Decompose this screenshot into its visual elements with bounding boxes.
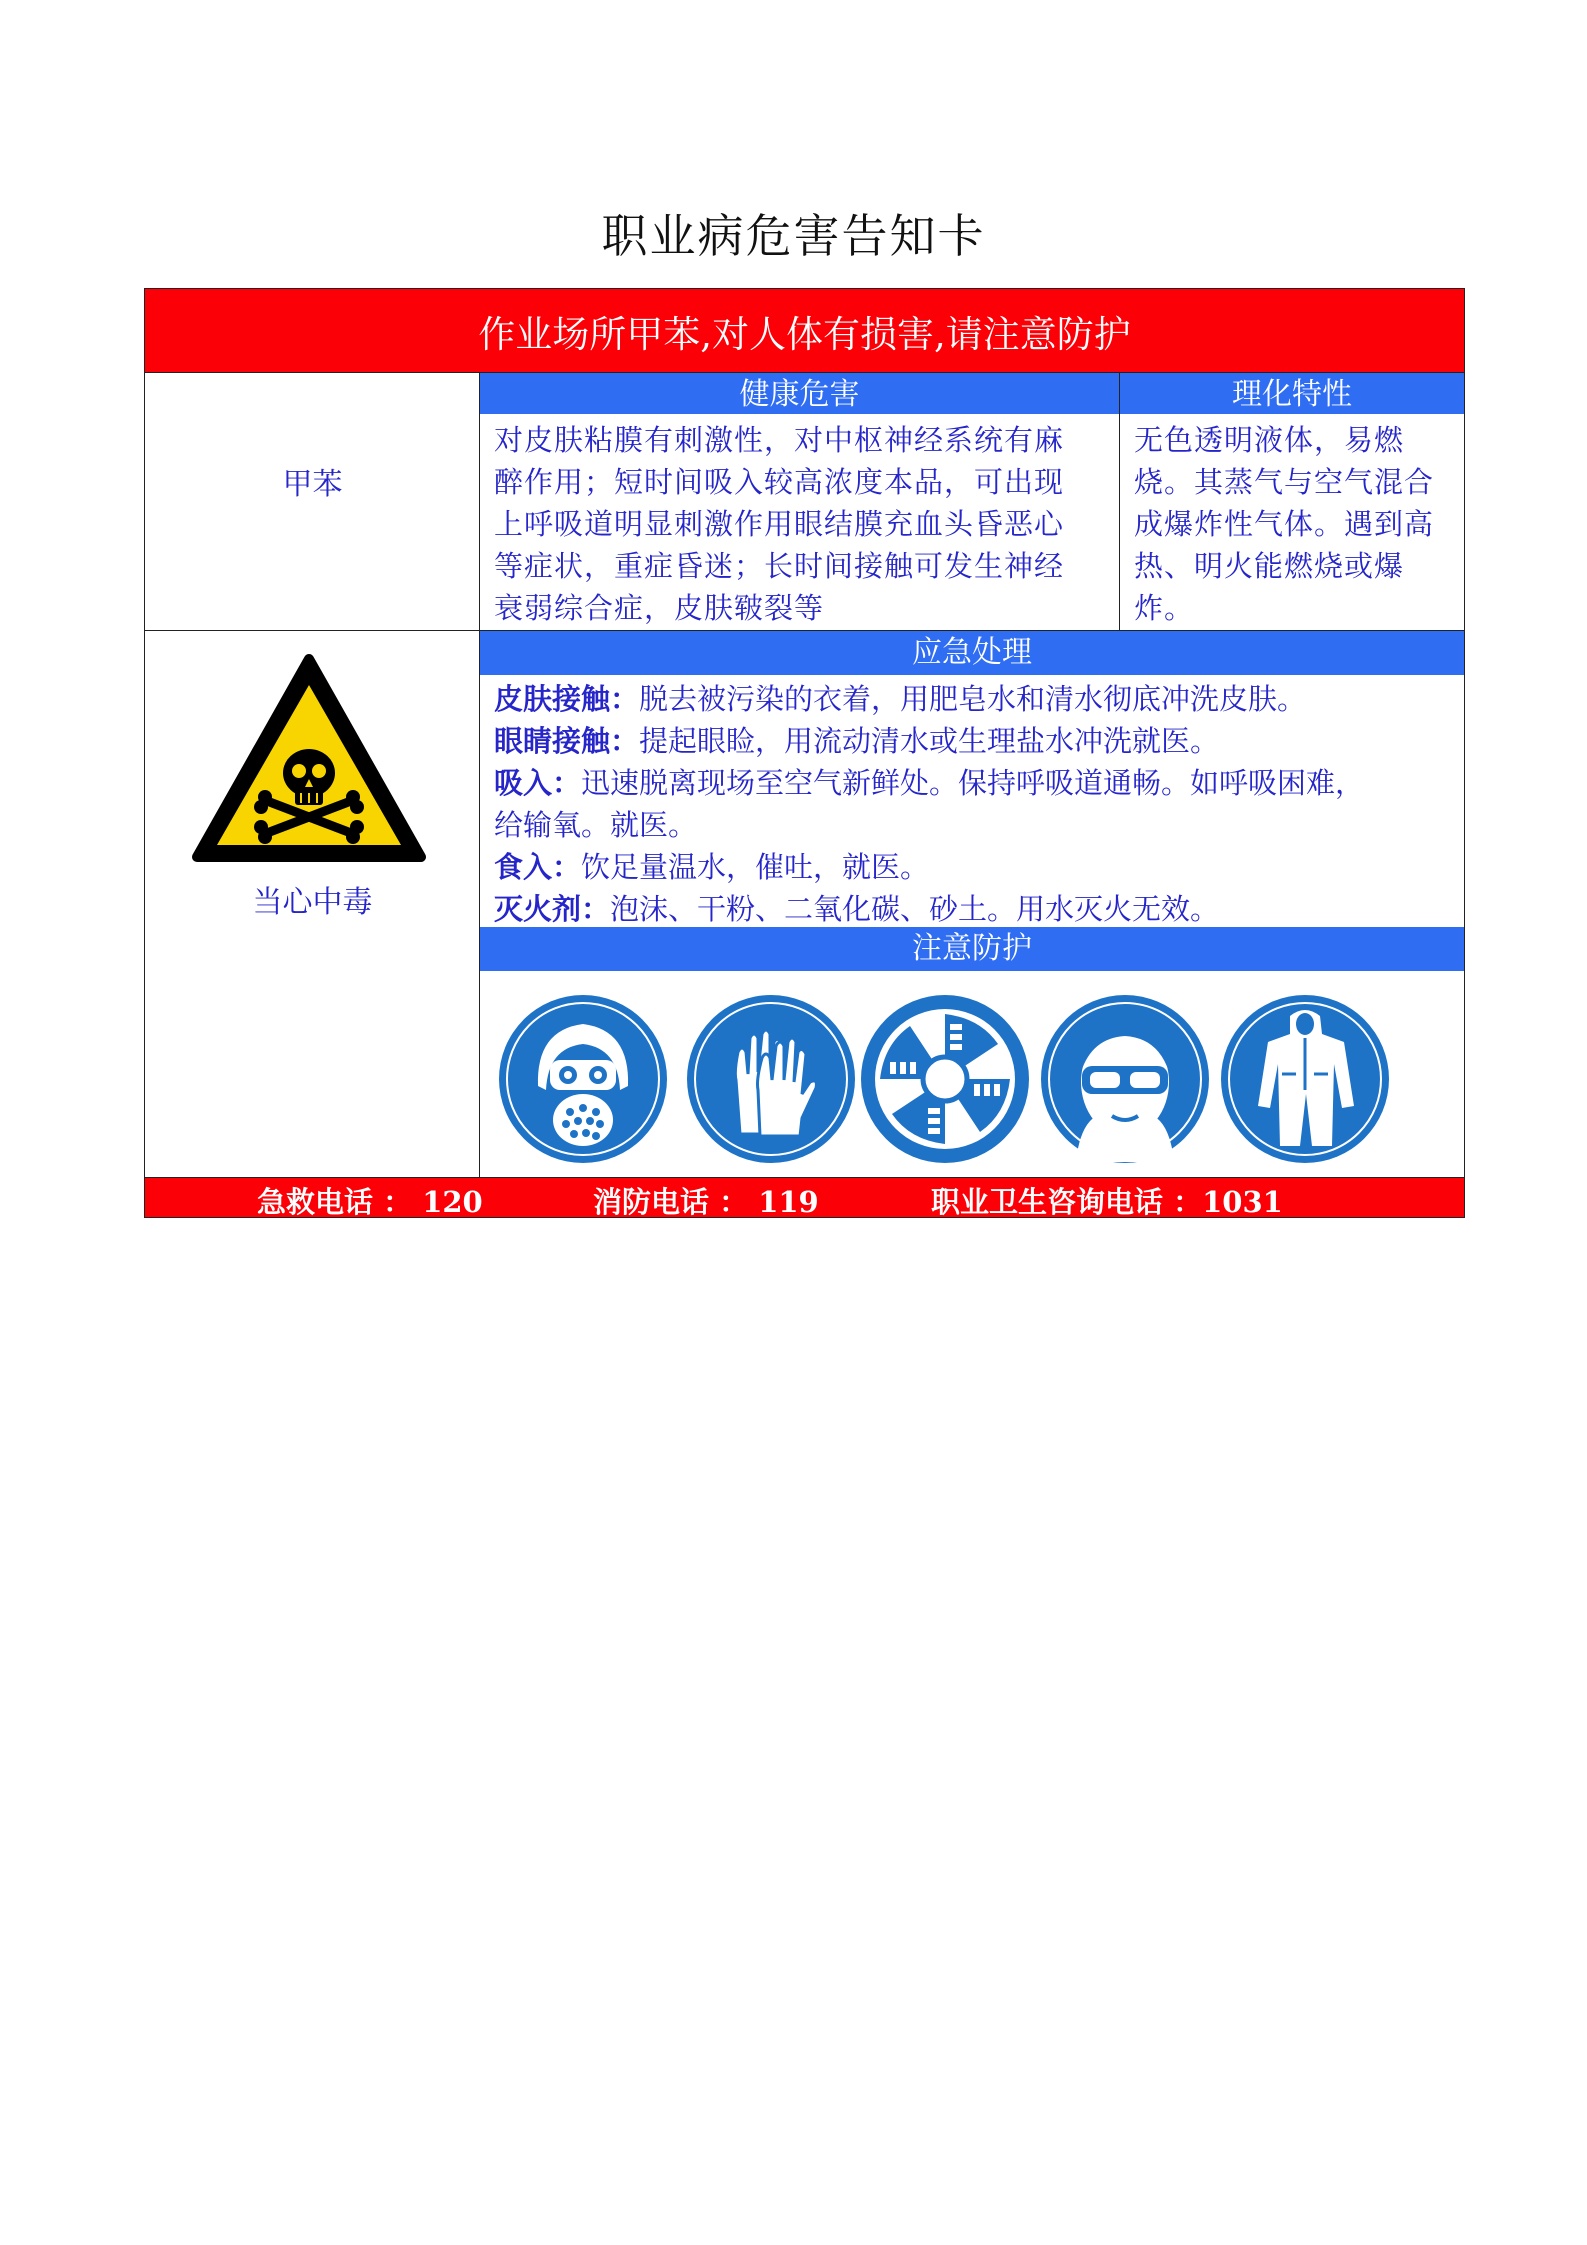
emergency-text: 提起眼睑，用流动清水或生理盐水冲洗就医。 <box>639 724 1220 758</box>
health-line: 上呼吸道明显刺激作用眼结膜充血头昏恶心 <box>494 507 1065 541</box>
hazard-notice-card <box>144 288 1465 1218</box>
gloves-icon <box>686 994 856 1164</box>
fire-phone: 消防电话 ： 119 <box>593 1185 819 1219</box>
hazard-details <box>480 373 1464 630</box>
protection-section <box>480 927 1464 971</box>
physchem-line: 热、明火能燃烧或爆 <box>1134 549 1405 583</box>
warning-label: 当心中毒 <box>252 885 373 920</box>
physchem-column <box>1120 373 1464 630</box>
emergency-item-inhalation-cont <box>494 804 1450 846</box>
emergency-text: 饮足量温水，催吐，就医。 <box>581 850 930 884</box>
emergency-label: 食入： <box>494 850 582 884</box>
gas-mask-icon <box>498 994 668 1164</box>
emergency-list <box>480 675 1464 930</box>
physchem-line: 烧。其蒸气与空气混合 <box>1134 465 1435 499</box>
health-line: 等症状，重症昏迷；长时间接触可发生神经 <box>494 549 1065 583</box>
emergency-row <box>145 631 1464 1179</box>
ventilation-icon <box>860 994 1030 1164</box>
poison-warning-sign-icon <box>189 651 429 871</box>
health-hazard-column <box>480 373 1120 630</box>
health-line: 对皮肤粘膜有刺激性，对中枢神经系统有麻 <box>494 423 1065 457</box>
first-aid-phone: 急救电话 ： 120 <box>257 1185 483 1219</box>
page-title: 职业病危害告知卡 <box>601 209 986 263</box>
emergency-header: 应急处理 <box>480 631 1464 675</box>
substance-cell <box>145 373 480 630</box>
physchem-header: 理化特性 <box>1120 373 1464 417</box>
emergency-item-inhalation <box>494 762 1450 804</box>
occupational-health-phone: 职业卫生咨询电话 ：1031 <box>931 1185 1283 1219</box>
physchem-text <box>1120 417 1464 631</box>
physchem-line: 无色透明液体，易燃 <box>1134 423 1405 457</box>
emergency-label: 灭火剂： <box>494 892 611 926</box>
protection-header: 注意防护 <box>480 927 1464 971</box>
protection-icons-row <box>480 971 1464 1182</box>
health-line: 衰弱综合症，皮肤皲裂等 <box>494 591 825 625</box>
physchem-line: 炸。 <box>1134 591 1195 625</box>
health-hazard-header: 健康危害 <box>480 373 1119 417</box>
emergency-label: 眼睛接触： <box>494 724 640 758</box>
emergency-item-skin <box>494 678 1450 720</box>
hazard-info-row <box>145 373 1464 631</box>
emergency-text: 泡沫、干粉、二氧化碳、砂土。用水灭火无效。 <box>610 892 1220 926</box>
protective-suit-icon <box>1220 994 1390 1164</box>
emergency-text: 迅速脱离现场至空气新鲜处。保持呼吸道通畅。如呼吸困难， <box>581 766 1365 800</box>
emergency-label: 吸入： <box>494 766 582 800</box>
emergency-text: 给输氧。就医。 <box>494 808 698 842</box>
emergency-item-ingestion <box>494 846 1450 888</box>
health-hazard-text <box>480 417 1119 631</box>
goggles-icon <box>1040 994 1210 1164</box>
emergency-phone-footer <box>145 1177 1464 1217</box>
emergency-area <box>480 631 1464 1179</box>
emergency-item-extinguisher <box>494 888 1450 930</box>
physchem-line: 成爆炸性气体。遇到高 <box>1134 507 1435 541</box>
emergency-item-eyes <box>494 720 1450 762</box>
emergency-label: 皮肤接触： <box>494 682 640 716</box>
emergency-text: 脱去被污染的衣着，用肥皂水和清水彻底冲洗皮肤。 <box>639 682 1307 716</box>
warning-cell <box>145 631 480 1179</box>
health-line: 醉作用；短时间吸入较高浓度本品，可出现 <box>494 465 1065 499</box>
warning-banner: 作业场所甲苯,对人体有损害,请注意防护 <box>145 289 1464 373</box>
substance-name: 甲苯 <box>282 467 343 502</box>
